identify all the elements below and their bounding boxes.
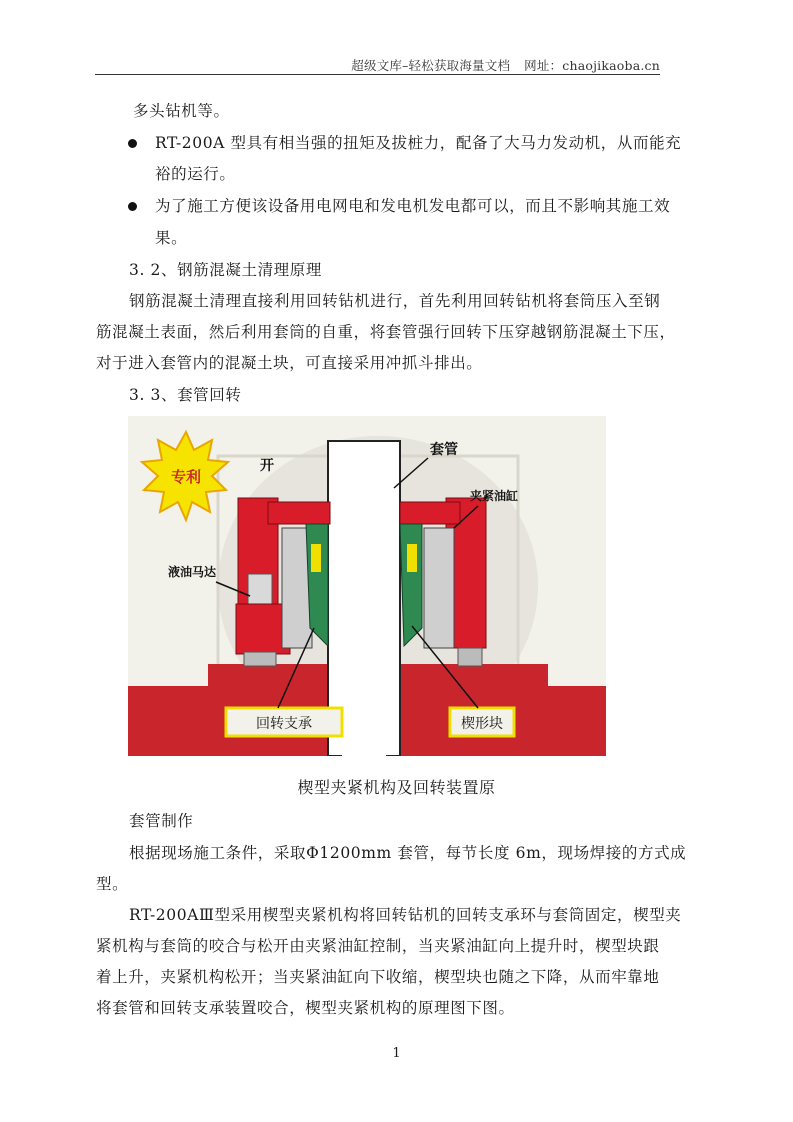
clamp-mechanism-figure <box>128 416 606 756</box>
motor-label: 液油马达 <box>168 565 217 579</box>
text-line: 将套管和回转支承装置咬合，楔型夹紧机构的原理图下图。 <box>96 999 515 1017</box>
wedge-label: 楔形块 <box>461 716 503 732</box>
bullet-icon <box>128 139 137 148</box>
text-line: 钢筋混凝土清理直接利用回转钻机进行，首先利用回转钻机将套筒压入至钢 <box>129 292 661 310</box>
cylinder-label: 夹紧油缸 <box>470 489 519 503</box>
text-line: 紧机构与套筒的咬合与松开由夹紧油缸控制，当夹紧油缸向上提升时，楔型块跟 <box>96 937 660 955</box>
text-line: 对于进入套管内的混凝土块，可直接采用冲抓斗排出。 <box>96 354 483 372</box>
open-label: 开 <box>260 458 274 474</box>
text-line: 根据现场施工条件，采取Φ1200mm 套管，每节长度 6m，现场焊接的方式成 <box>129 844 687 862</box>
text-line: 着上升，夹紧机构松开；当夹紧油缸向下收缩，楔型块也随之下降，从而牢靠地 <box>96 968 660 986</box>
text-line: 为了施工方便该设备用电网电和发电机发电都可以，而且不影响其施工效 <box>155 197 671 215</box>
text-line: RT-200AⅢ型采用楔型夹紧机构将回转钻机的回转支承环与套筒固定，楔型夹 <box>129 906 682 924</box>
bullet-icon <box>128 202 137 211</box>
header-url: 网址：chaojikaoba.cn <box>524 58 660 73</box>
text-line: RT-200A 型具有相当强的扭矩及拔桩力，配备了大马力发动机，从而能充 <box>155 134 682 152</box>
text-line: 型。 <box>96 875 129 893</box>
page-header <box>95 56 660 74</box>
figure-caption: 楔型夹紧机构及回转装置原 <box>297 778 496 797</box>
section-heading: 套管制作 <box>129 812 194 830</box>
text-line: 果。 <box>155 229 188 247</box>
header-site-title: 超级文库–轻松获取海量文档 <box>351 58 511 73</box>
casing-label: 套管 <box>430 442 458 458</box>
section-heading: 3. 3、套管回转 <box>129 386 242 404</box>
bearing-label: 回转支承 <box>256 716 312 732</box>
clamp-diagram <box>128 416 606 756</box>
text-line: 裕的运行。 <box>155 165 236 183</box>
page-number: 1 <box>392 1046 401 1061</box>
text-line: 多头钻机等。 <box>133 102 230 120</box>
text-line: 筋混凝土表面，然后利用套筒的自重，将套管强行回转下压穿越钢筋混凝土下压， <box>96 323 676 341</box>
badge-text: 专利 <box>170 468 202 486</box>
section-heading: 3. 2、钢筋混凝土清理原理 <box>129 261 322 279</box>
header-rule <box>95 74 660 75</box>
